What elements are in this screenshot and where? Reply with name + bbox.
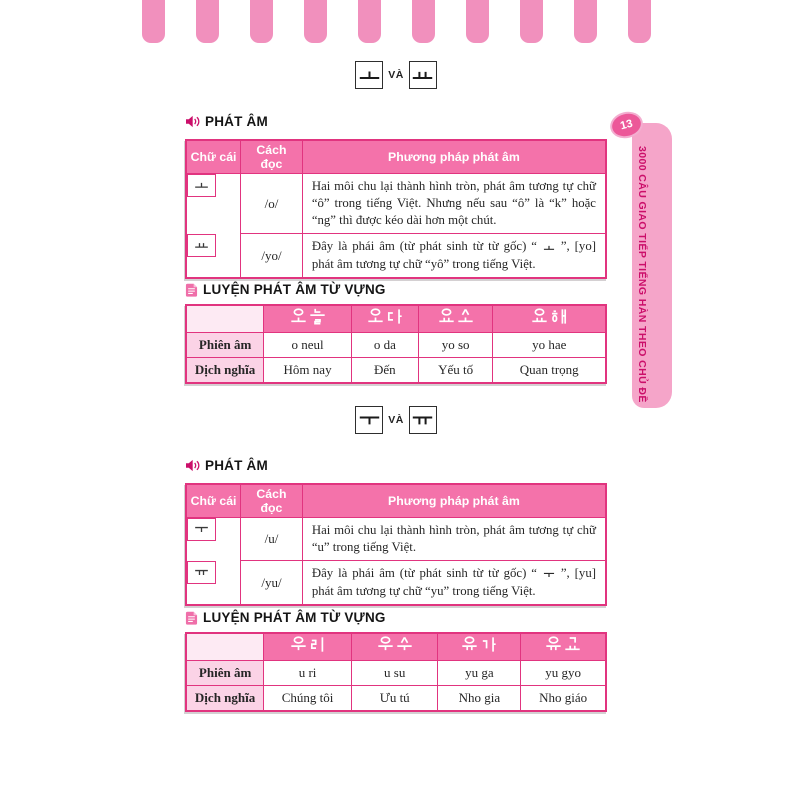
pronunciation-heading-1 [185, 114, 607, 129]
korean-word-header [418, 305, 493, 333]
pronunciation-table [185, 139, 607, 279]
stripe [304, 0, 327, 43]
vocabulary-table-2 [185, 632, 607, 712]
stripe [574, 0, 597, 43]
phonetic-cell: yo hae [493, 333, 606, 358]
phonetic-cell: yu gyo [521, 661, 606, 686]
corner-cell [186, 633, 264, 661]
stripe [520, 0, 543, 43]
korean-word-header [264, 305, 352, 333]
korean-word-header [493, 305, 606, 333]
meaning-cell: Ưu tú [351, 686, 438, 711]
meaning-cell: Chúng tôi [264, 686, 352, 711]
reading-cell: /o/ [241, 174, 303, 234]
reading-cell: /yu/ [241, 561, 303, 606]
column-header-2: Phương pháp phát âm [302, 140, 606, 174]
meaning-cell: Yếu tố [418, 358, 493, 383]
pronunciation-table-2 [185, 483, 607, 606]
korean-word-header [264, 633, 352, 661]
reading-cell: /u/ [241, 518, 303, 561]
korean-word-header [438, 633, 521, 661]
hangul-u [358, 409, 381, 432]
table-row [186, 234, 606, 279]
table-row [186, 358, 606, 383]
stripe [196, 0, 219, 43]
pronunciation-table [185, 483, 607, 606]
phonetic-cell: yo so [418, 333, 493, 358]
pronunciation-table-1 [185, 139, 607, 279]
hangul-o [358, 64, 381, 87]
row-label: Dịch nghĩa [186, 358, 264, 383]
lesson-title-2 [185, 406, 607, 434]
header-row [186, 633, 606, 661]
table-row [186, 174, 606, 234]
table-row [186, 333, 606, 358]
hangul-yu [411, 409, 434, 432]
stripe [250, 0, 273, 43]
description-text: Hai môi chu lại thành hình tròn, phát âm tương tự chữ “u” trong tiếng Việt. [311, 523, 596, 555]
stripe [412, 0, 435, 43]
korean-word [461, 636, 497, 653]
chapter-tab-title: 3000 CÂU GIAO TIẾP TIẾNG HÀN THEO CHỦ ĐỀ [636, 146, 648, 403]
column-header-1: Cách đọc [241, 484, 303, 518]
korean-word-header [521, 633, 606, 661]
vocabulary-table-1 [185, 304, 607, 384]
korean-word [545, 636, 581, 653]
table-row [186, 561, 606, 606]
header-row [186, 484, 606, 518]
header-row [186, 305, 606, 333]
table-row [186, 686, 606, 711]
korean-word [531, 308, 567, 325]
letter-cell [187, 234, 216, 257]
meaning-cell: Quan trọng [493, 358, 606, 383]
column-header-1: Cách đọc [241, 140, 303, 174]
korean-word [377, 636, 413, 653]
page-number: 13 [619, 117, 634, 133]
corner-cell [186, 305, 264, 333]
document-icon [185, 611, 198, 625]
row-label: Phiên âm [186, 333, 264, 358]
description-cell [302, 561, 606, 606]
letter-cell [187, 561, 216, 584]
vocabulary-heading-1 [185, 282, 607, 297]
meaning-cell: Nho gia [438, 686, 521, 711]
stripe [358, 0, 381, 43]
stripe [142, 0, 165, 43]
vowel-box-yu [409, 406, 437, 434]
reading-cell: /yo/ [241, 234, 303, 279]
description-cell [302, 174, 606, 234]
korean-word-header [351, 633, 438, 661]
korean-word [290, 636, 326, 653]
description-cell [302, 518, 606, 561]
row-label: Phiên âm [186, 661, 264, 686]
stripe [466, 0, 489, 43]
vocabulary-table [185, 304, 607, 384]
row-label: Dịch nghĩa [186, 686, 264, 711]
description-text: ”, [yo] phát âm tương tự chữ “yô” trong tiếng Việt. [311, 239, 596, 272]
meaning-cell: Hôm nay [264, 358, 352, 383]
speaker-icon [185, 115, 200, 128]
korean-word [367, 308, 403, 325]
meaning-cell: Đến [351, 358, 418, 383]
column-header-2: Phương pháp phát âm [302, 484, 606, 518]
table-row [186, 661, 606, 686]
vocabulary-heading-label: LUYỆN PHÁT ÂM TỪ VỰNG [203, 610, 386, 625]
korean-word [438, 308, 474, 325]
title-conjunction: VÀ [388, 414, 404, 426]
pronunciation-heading-2 [185, 458, 607, 473]
korean-word [290, 308, 326, 325]
vocabulary-heading-label: LUYỆN PHÁT ÂM TỪ VỰNG [203, 282, 386, 297]
description-text: Đây là phái âm (từ phát sinh từ từ gốc) “ [311, 566, 542, 581]
vowel-box-yo [409, 61, 437, 89]
phonetic-cell: u su [351, 661, 438, 686]
description-text: Đây là phái âm (từ phát sinh từ từ gốc) “ [311, 239, 542, 254]
letter-cell [187, 518, 216, 541]
column-header-0: Chữ cái [186, 484, 241, 518]
column-header-0: Chữ cái [186, 140, 241, 174]
description-text: ”, [yu] phát âm tương tự chữ “yu” trong tiếng Việt. [311, 566, 596, 599]
description-cell [302, 234, 606, 279]
document-icon [185, 283, 198, 297]
phonetic-cell: o neul [264, 333, 352, 358]
stripe [628, 0, 651, 43]
decorative-stripes [142, 0, 651, 43]
letter-cell [187, 174, 216, 197]
pronunciation-heading-label: PHÁT ÂM [205, 114, 268, 129]
inline-jamo-glyph [543, 239, 555, 256]
table-row [186, 518, 606, 561]
pronunciation-heading-label: PHÁT ÂM [205, 458, 268, 473]
phonetic-cell: u ri [264, 661, 352, 686]
vowel-box-u [355, 406, 383, 434]
header-row [186, 140, 606, 174]
korean-word-header [351, 305, 418, 333]
title-conjunction: VÀ [388, 69, 404, 81]
meaning-cell: Nho giáo [521, 686, 606, 711]
phonetic-cell: o da [351, 333, 418, 358]
vowel-box-o [355, 61, 383, 89]
description-text: Hai môi chu lại thành hình tròn, phát âm tương tự chữ “ô” trong tiếng Việt. Nhưng nếu sau “ô” là “k” hoặc “ng” thì được kéo dài hơn một chút. [311, 179, 596, 228]
speaker-icon [185, 459, 200, 472]
hangul-yo [411, 64, 434, 87]
inline-jamo-glyph [543, 566, 555, 583]
vocabulary-heading-2 [185, 610, 607, 625]
chapter-tab [632, 123, 672, 408]
phonetic-cell: yu ga [438, 661, 521, 686]
vocabulary-table [185, 632, 607, 712]
lesson-title-1 [185, 61, 607, 89]
